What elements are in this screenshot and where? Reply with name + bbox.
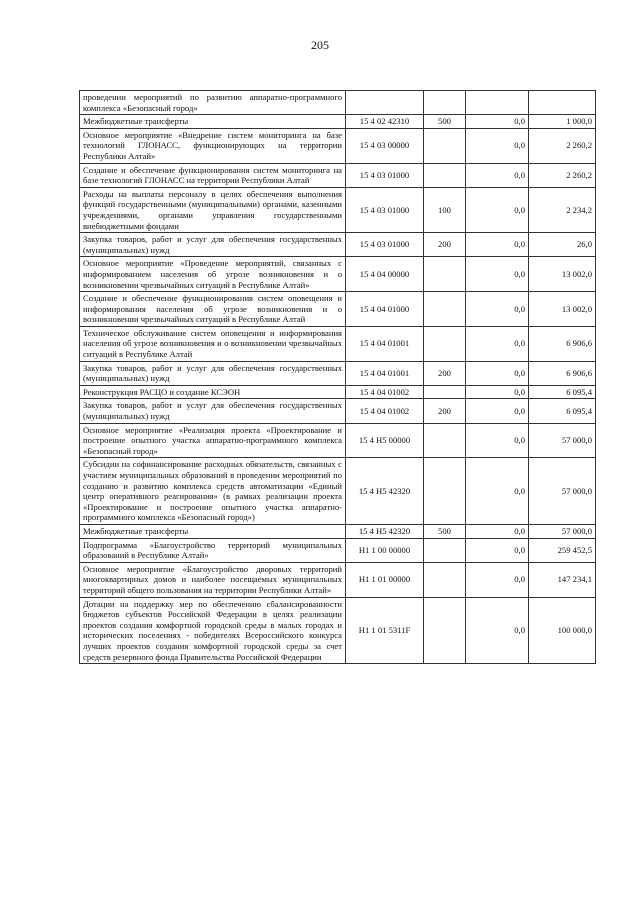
- target-code-cell: 15 4 04 01002: [346, 399, 424, 423]
- amount-2-cell: 6 095,4: [529, 385, 596, 399]
- expense-type-cell: [424, 292, 466, 327]
- amount-1-cell: 0,0: [466, 524, 529, 538]
- expense-type-cell: [424, 597, 466, 664]
- amount-1-cell: 0,0: [466, 128, 529, 163]
- amount-2-cell: 6 095,4: [529, 399, 596, 423]
- table-row: [80, 524, 596, 538]
- amount-1-cell: 0,0: [466, 385, 529, 399]
- target-code-cell: Н1 1 01 00000: [346, 562, 424, 597]
- amount-2-cell: 57 000,0: [529, 423, 596, 458]
- amount-1-cell: 0,0: [466, 163, 529, 187]
- expense-type-cell: 100: [424, 187, 466, 232]
- table-row: [80, 257, 596, 292]
- item-name-cell: Реконструкция РАСЦО и создание КСЭОН: [80, 385, 346, 399]
- amount-1-cell: 0,0: [466, 292, 529, 327]
- amount-1-cell: 0,0: [466, 361, 529, 385]
- item-name-cell: Дотации на поддержку мер по обеспечению сбалансированности бюджетов субъектов Российской Федерации в целях реализации проектов создания комфортной городской среды в малых городах и исторических поселениях - победителях Всероссийского конкурса лучших проектов создания комфортной городской среды за счет средств резервного фонда Правительства Российской Федерации: [80, 597, 346, 664]
- target-code-cell: 15 4 Н5 42320: [346, 524, 424, 538]
- target-code-cell: 15 4 04 01002: [346, 385, 424, 399]
- table-row: [80, 458, 596, 525]
- expense-type-cell: 200: [424, 399, 466, 423]
- amount-2-cell: 2 260,2: [529, 128, 596, 163]
- expense-type-cell: [424, 163, 466, 187]
- item-name-cell: Основное мероприятие «Проведение мероприятий, связанных с информированием населения об угрозе возникновения и о возникновении чрезвычайных ситуаций в Республике Алтай»: [80, 257, 346, 292]
- amount-1-cell: 0,0: [466, 423, 529, 458]
- amount-2-cell: 6 906,6: [529, 326, 596, 361]
- amount-2-cell: 6 906,6: [529, 361, 596, 385]
- item-name-cell: Основное мероприятие «Реализация проекта «Проектирование и построение опытного участка аппаратно-программного комплекса «Безопасный город»: [80, 423, 346, 458]
- target-code-cell: 15 4 04 01000: [346, 292, 424, 327]
- item-name-cell: Основное мероприятие «Благоустройство дворовых территорий многоквартирных домов и наиболее посещаемых муниципальных территорий общего пользования на территории Республики Алтай»: [80, 562, 346, 597]
- expense-type-cell: 200: [424, 361, 466, 385]
- expense-type-cell: [424, 458, 466, 525]
- expense-type-cell: [424, 538, 466, 562]
- amount-2-cell: 2 260,2: [529, 163, 596, 187]
- item-name-cell: Межбюджетные трансферты: [80, 115, 346, 129]
- item-name-cell: Субсидии на софинансирование расходных обязательств, связанных с участием муниципальных образований в проведении мероприятий по созданию и развитию комплекса средств автоматизации «Единый центр оперативного реагирования» (в рамках реализации проекта «Проектирование и построение опытного участка аппаратно-программного комплекса «Безопасный город»): [80, 458, 346, 525]
- amount-2-cell: 100 000,0: [529, 597, 596, 664]
- target-code-cell: 15 4 03 01000: [346, 187, 424, 232]
- amount-2-cell: 26,0: [529, 233, 596, 257]
- amount-1-cell: 0,0: [466, 597, 529, 664]
- amount-1-cell: 0,0: [466, 187, 529, 232]
- table-row: [80, 91, 596, 115]
- amount-2-cell: 147 234,1: [529, 562, 596, 597]
- table-row: [80, 292, 596, 327]
- table-row: [80, 597, 596, 664]
- table-row: [80, 399, 596, 423]
- item-name-cell: Закупка товаров, работ и услуг для обеспечения государственных (муниципальных) нужд: [80, 233, 346, 257]
- target-code-cell: 15 4 03 00000: [346, 128, 424, 163]
- target-code-cell: [346, 91, 424, 115]
- amount-2-cell: [529, 91, 596, 115]
- item-name-cell: Техническое обслуживание систем оповещения и информирования населения об угрозе возникновения и о возникновении чрезвычайных ситуаций в Республике Алтай: [80, 326, 346, 361]
- amount-2-cell: 13 002,0: [529, 292, 596, 327]
- amount-1-cell: 0,0: [466, 458, 529, 525]
- expense-type-cell: [424, 562, 466, 597]
- amount-1-cell: 0,0: [466, 115, 529, 129]
- amount-2-cell: 259 452,5: [529, 538, 596, 562]
- target-code-cell: 15 4 04 00000: [346, 257, 424, 292]
- amount-1-cell: 0,0: [466, 399, 529, 423]
- budget-table-body: [80, 91, 596, 664]
- expense-type-cell: [424, 257, 466, 292]
- item-name-cell: Основное мероприятие «Внедрение систем мониторинга на базе технологий ГЛОНАСС, функционирующих на территории Республики Алтай»: [80, 128, 346, 163]
- table-row: [80, 385, 596, 399]
- item-name-cell: Создание и обеспечение функционирования систем оповещения и информирования населения об угрозе возникновения и о возникновении чрезвычайных ситуаций в Республике Алтай: [80, 292, 346, 327]
- target-code-cell: 15 4 03 01000: [346, 163, 424, 187]
- amount-1-cell: 0,0: [466, 257, 529, 292]
- target-code-cell: 15 4 02 42310: [346, 115, 424, 129]
- amount-1-cell: 0,0: [466, 538, 529, 562]
- amount-2-cell: 57 000,0: [529, 458, 596, 525]
- target-code-cell: 15 4 04 01001: [346, 326, 424, 361]
- table-row: [80, 562, 596, 597]
- expense-type-cell: [424, 128, 466, 163]
- item-name-cell: проведении мероприятий по развитию аппаратно-программного комплекса «Безопасный город»: [80, 91, 346, 115]
- item-name-cell: Межбюджетные трансферты: [80, 524, 346, 538]
- expense-type-cell: [424, 423, 466, 458]
- item-name-cell: Закупка товаров, работ и услуг для обеспечения государственных (муниципальных) нужд: [80, 361, 346, 385]
- table-row: [80, 326, 596, 361]
- table-row: [80, 115, 596, 129]
- item-name-cell: Создание и обеспечение функционирования систем мониторинга на базе технологий ГЛОНАСС на территории Республики Алтай: [80, 163, 346, 187]
- target-code-cell: Н1 1 00 00000: [346, 538, 424, 562]
- amount-2-cell: 2 234,2: [529, 187, 596, 232]
- target-code-cell: 15 4 03 01000: [346, 233, 424, 257]
- expense-type-cell: 500: [424, 524, 466, 538]
- expense-type-cell: [424, 385, 466, 399]
- table-row: [80, 538, 596, 562]
- amount-2-cell: 57 000,0: [529, 524, 596, 538]
- amount-2-cell: 1 000,0: [529, 115, 596, 129]
- table-row: [80, 163, 596, 187]
- amount-1-cell: 0,0: [466, 326, 529, 361]
- target-code-cell: 15 4 04 01001: [346, 361, 424, 385]
- amount-1-cell: 0,0: [466, 562, 529, 597]
- amount-1-cell: 0,0: [466, 233, 529, 257]
- table-row: [80, 128, 596, 163]
- item-name-cell: Расходы на выплаты персоналу в целях обеспечения выполнения функций государственными (муниципальными) органами, казенными учреждениями, органами управления государственными внебюджетными фондами: [80, 187, 346, 232]
- amount-2-cell: 13 002,0: [529, 257, 596, 292]
- expense-type-cell: 200: [424, 233, 466, 257]
- expense-type-cell: 500: [424, 115, 466, 129]
- amount-1-cell: [466, 91, 529, 115]
- table-row: [80, 423, 596, 458]
- budget-table: [79, 90, 596, 664]
- target-code-cell: Н1 1 01 5311F: [346, 597, 424, 664]
- expense-type-cell: [424, 326, 466, 361]
- item-name-cell: Подпрограмма «Благоустройство территорий муниципальных образований в Республике Алтай»: [80, 538, 346, 562]
- page-number: 205: [311, 38, 329, 52]
- table-row: [80, 187, 596, 232]
- table-row: [80, 233, 596, 257]
- table-row: [80, 361, 596, 385]
- item-name-cell: Закупка товаров, работ и услуг для обеспечения государственных (муниципальных) нужд: [80, 399, 346, 423]
- expense-type-cell: [424, 91, 466, 115]
- target-code-cell: 15 4 Н5 42320: [346, 458, 424, 525]
- target-code-cell: 15 4 Н5 00000: [346, 423, 424, 458]
